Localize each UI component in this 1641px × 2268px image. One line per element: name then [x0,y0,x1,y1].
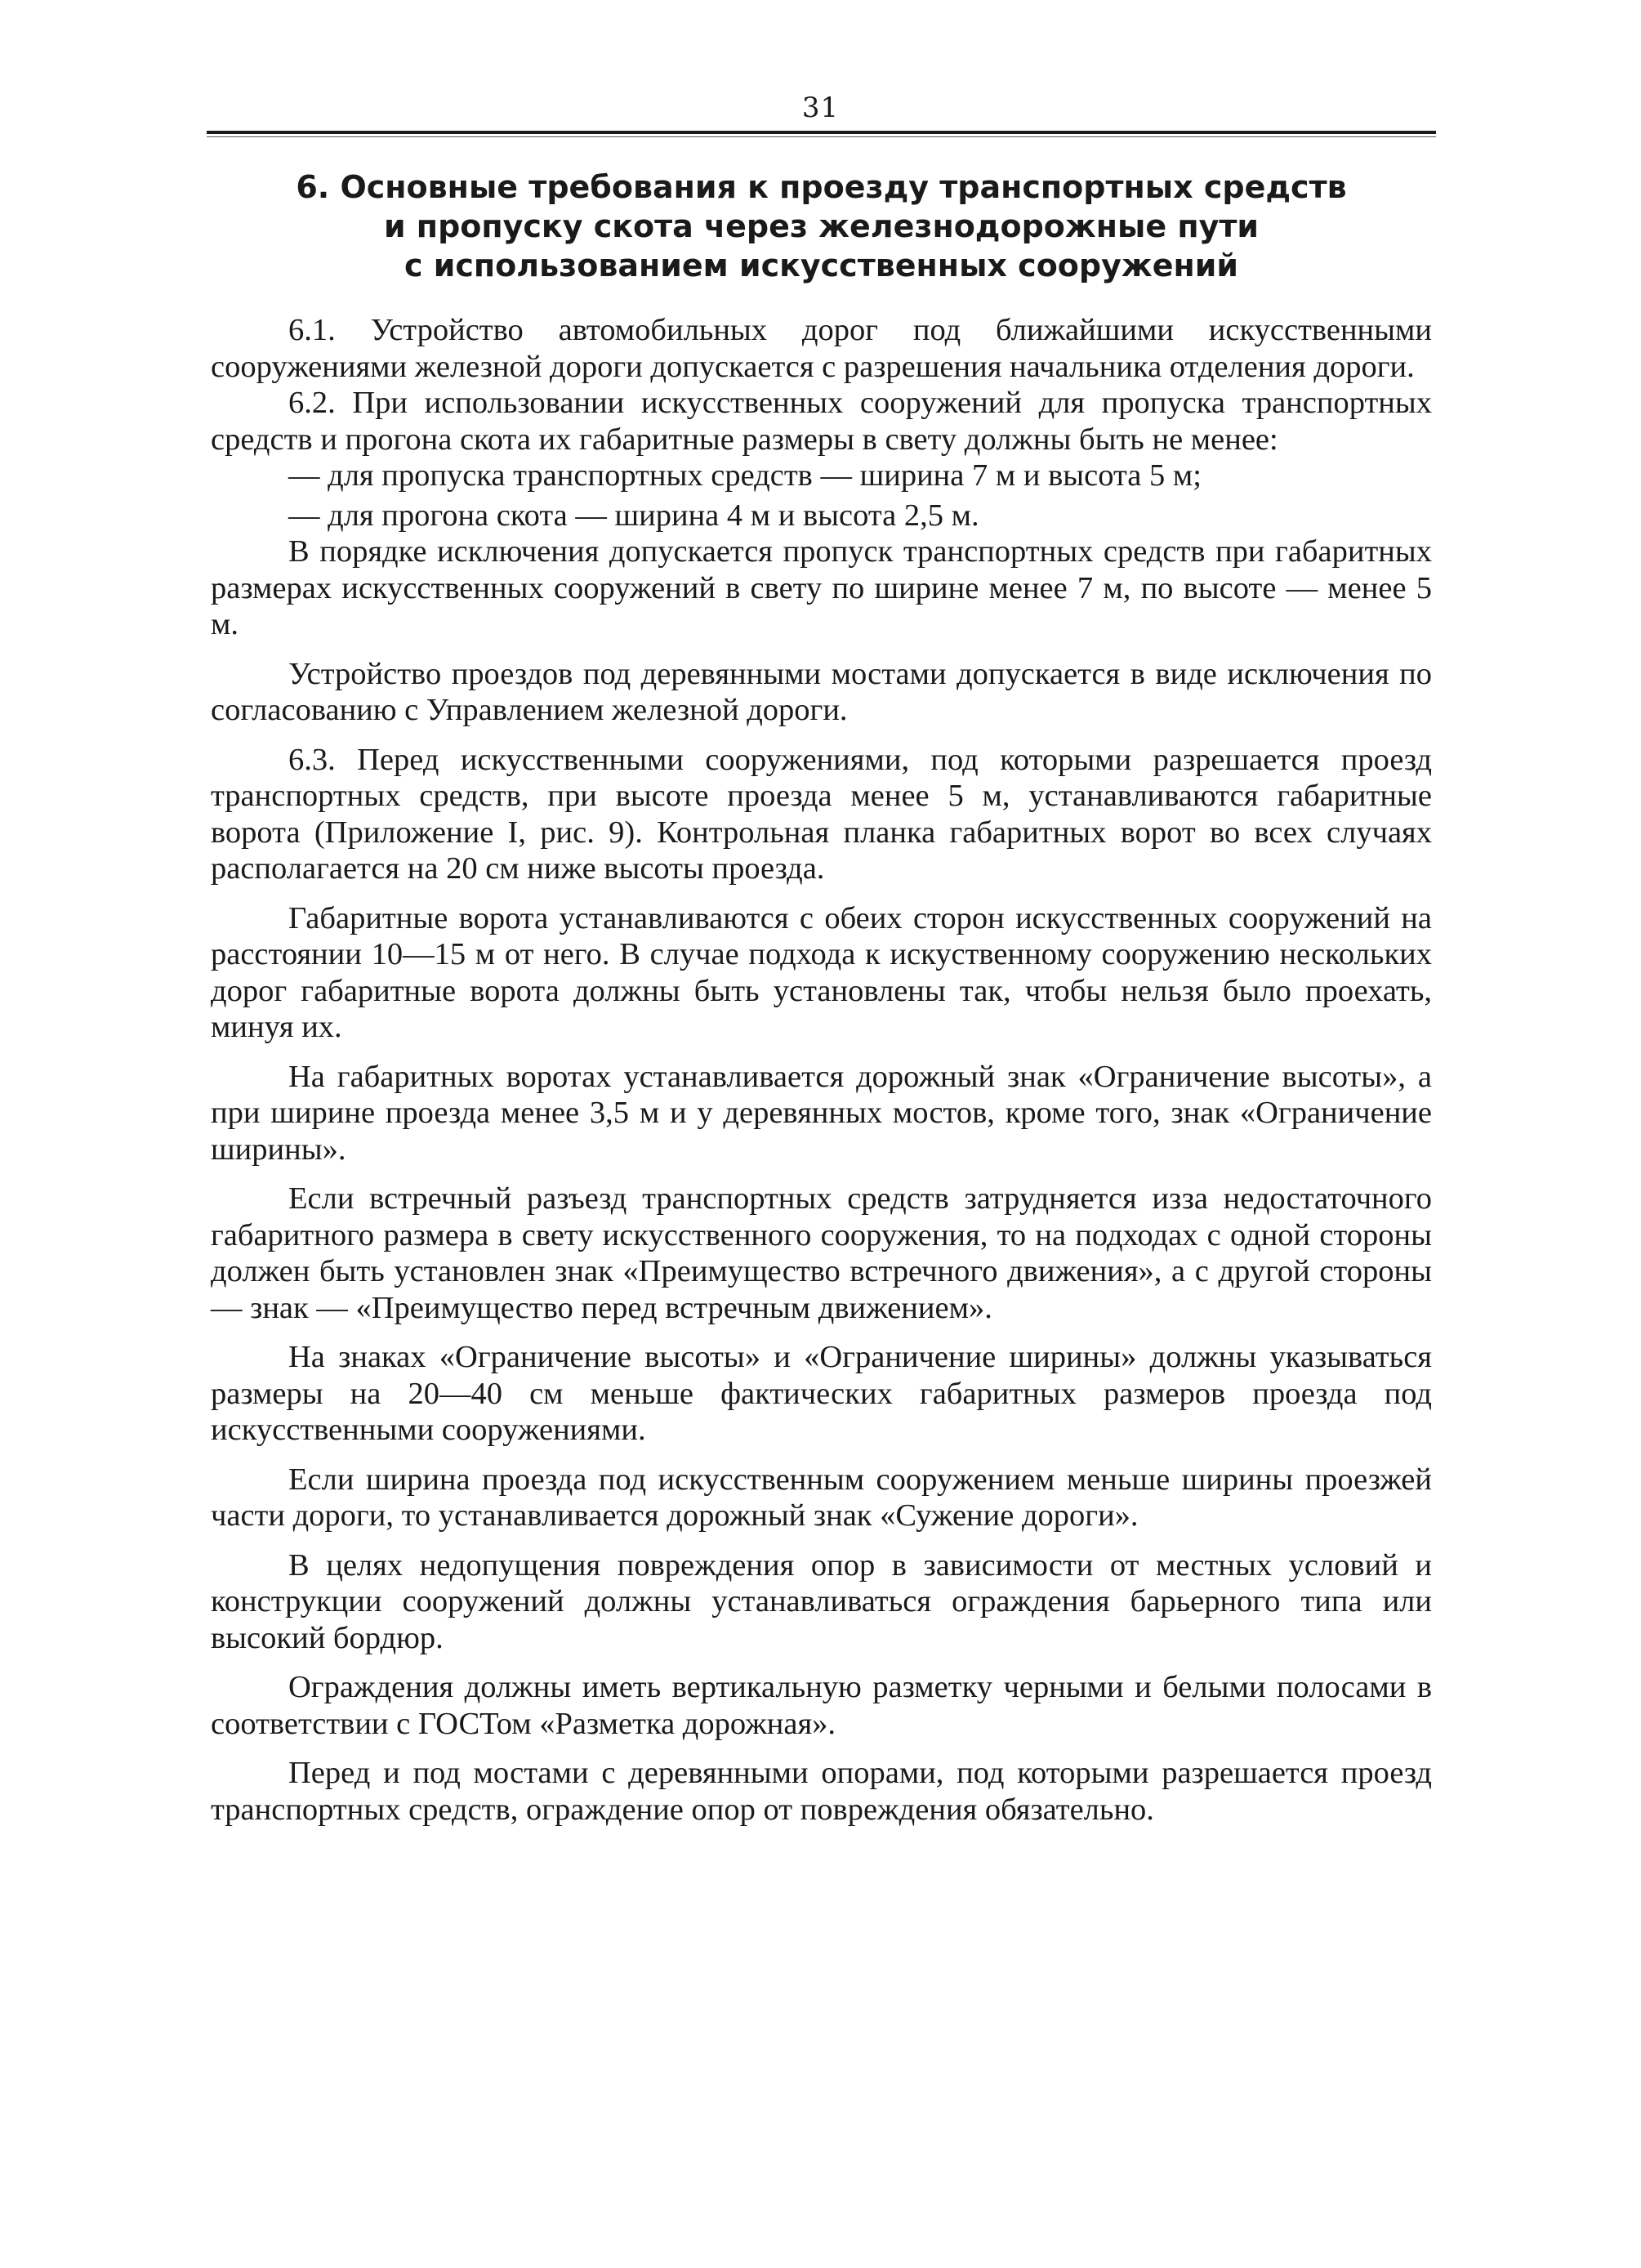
body-text [211,312,1432,1828]
paragraph-narrowing: Если ширина проезда под искусственным сооружением меньше ширины проезжей части дороги, то устанавливается дорожный знак «Сужение дороги». [211,1462,1432,1533]
list-item-vehicles: — для пропуска транспортных средств — ширина 7 м и высота 5 м; [288,458,1202,493]
heading-line: и пропуску скота через железнодорожные пути [383,208,1260,244]
paragraph-wooden-bridges: Устройство проездов под деревянными мостами допускается в виде исключения по согласованию с Управлением железной дороги. [211,656,1432,727]
heading-line: с использованием искусственных сооружений [404,248,1238,284]
header-rule [207,131,1436,134]
paragraph-height-sign: На габаритных воротах устанавливается дорожный знак «Ограничение высоты», а при ширине проезда менее 3,5 м и у деревянных мостов, кроме того, знак «Ограничение ширины». [211,1059,1432,1167]
paragraph-6-2: 6.2. При использовании искусственных сооружений для пропуска транспортных средств и прогона скота их габаритные размеры в свету должны быть не менее: [211,386,1432,457]
paragraph-6-1: 6.1. Устройство автомобильных дорог под ближайшими искусственными сооружениями железной дороги допускается с разрешения начальника отделения дороги. [211,313,1432,384]
paragraph-exception: В порядке исключения допускается пропуск транспортных средств при габаритных размерах искусственных сооружений в свету по ширине менее 7 м, по высоте — менее 5 м. [211,534,1432,641]
paragraph-oncoming: Если встречный разъезд транспортных средств затрудняется изза недостаточного габаритного размера в свету искусственного сооружения, то на подходах с одной стороны должен быть установлен знак «Преимущество встречного движения», а с другой стороны — знак — «Преимущество перед встречным движением». [211,1181,1432,1325]
paragraph-barriers: В целях недопущения повреждения опор в зависимости от местных условий и конструкции сооружений должны устанавливаться ограждения барьерного типа или высокий бордюр. [211,1547,1432,1655]
paragraph-protection: Перед и под мостами с деревянными опорами, под которыми разрешается проезд транспортных средств, ограждение опор от повреждения обязательно. [211,1756,1432,1827]
paragraph-gates: Габаритные ворота устанавливаются с обеих сторон искусственных сооружений на расстоянии 10—15 м от него. В случае подхода к искуственному сооружению нескольких дорог габаритные ворота должны быть установлены так, чтобы нельзя было проехать, минуя их. [211,900,1432,1044]
paragraph-marking: Ограждения должны иметь вертикальную разметку черными и белыми полосами в соответствии с ГОСТом «Разметка дорожная». [211,1670,1432,1741]
heading-line: 6. Основные требования к проезду транспортных средств [296,169,1347,205]
section-heading [207,167,1436,285]
paragraph-sign-sizes: На знаках «Ограничение высоты» и «Ограничение ширины» должны указываться размеры на 20—40 см меньше фактических габаритных размеров проезда под искусственными сооружениями. [211,1340,1432,1447]
list-item-livestock: — для прогона скота — ширина 4 м и высота 2,5 м. [288,498,979,533]
page-number: 31 [801,92,840,124]
paragraph-6-3: 6.3. Перед искусственными сооружениями, под которыми разрешается проезд транспортных средств, при высоте проезда менее 5 м, устанавливаются габаритные ворота (Приложение I, рис. 9). Контрольная планка габаритных ворот во всех случаях располагается на 20 см ниже высоты проезда. [211,742,1432,886]
header-rule-thin [207,136,1436,137]
